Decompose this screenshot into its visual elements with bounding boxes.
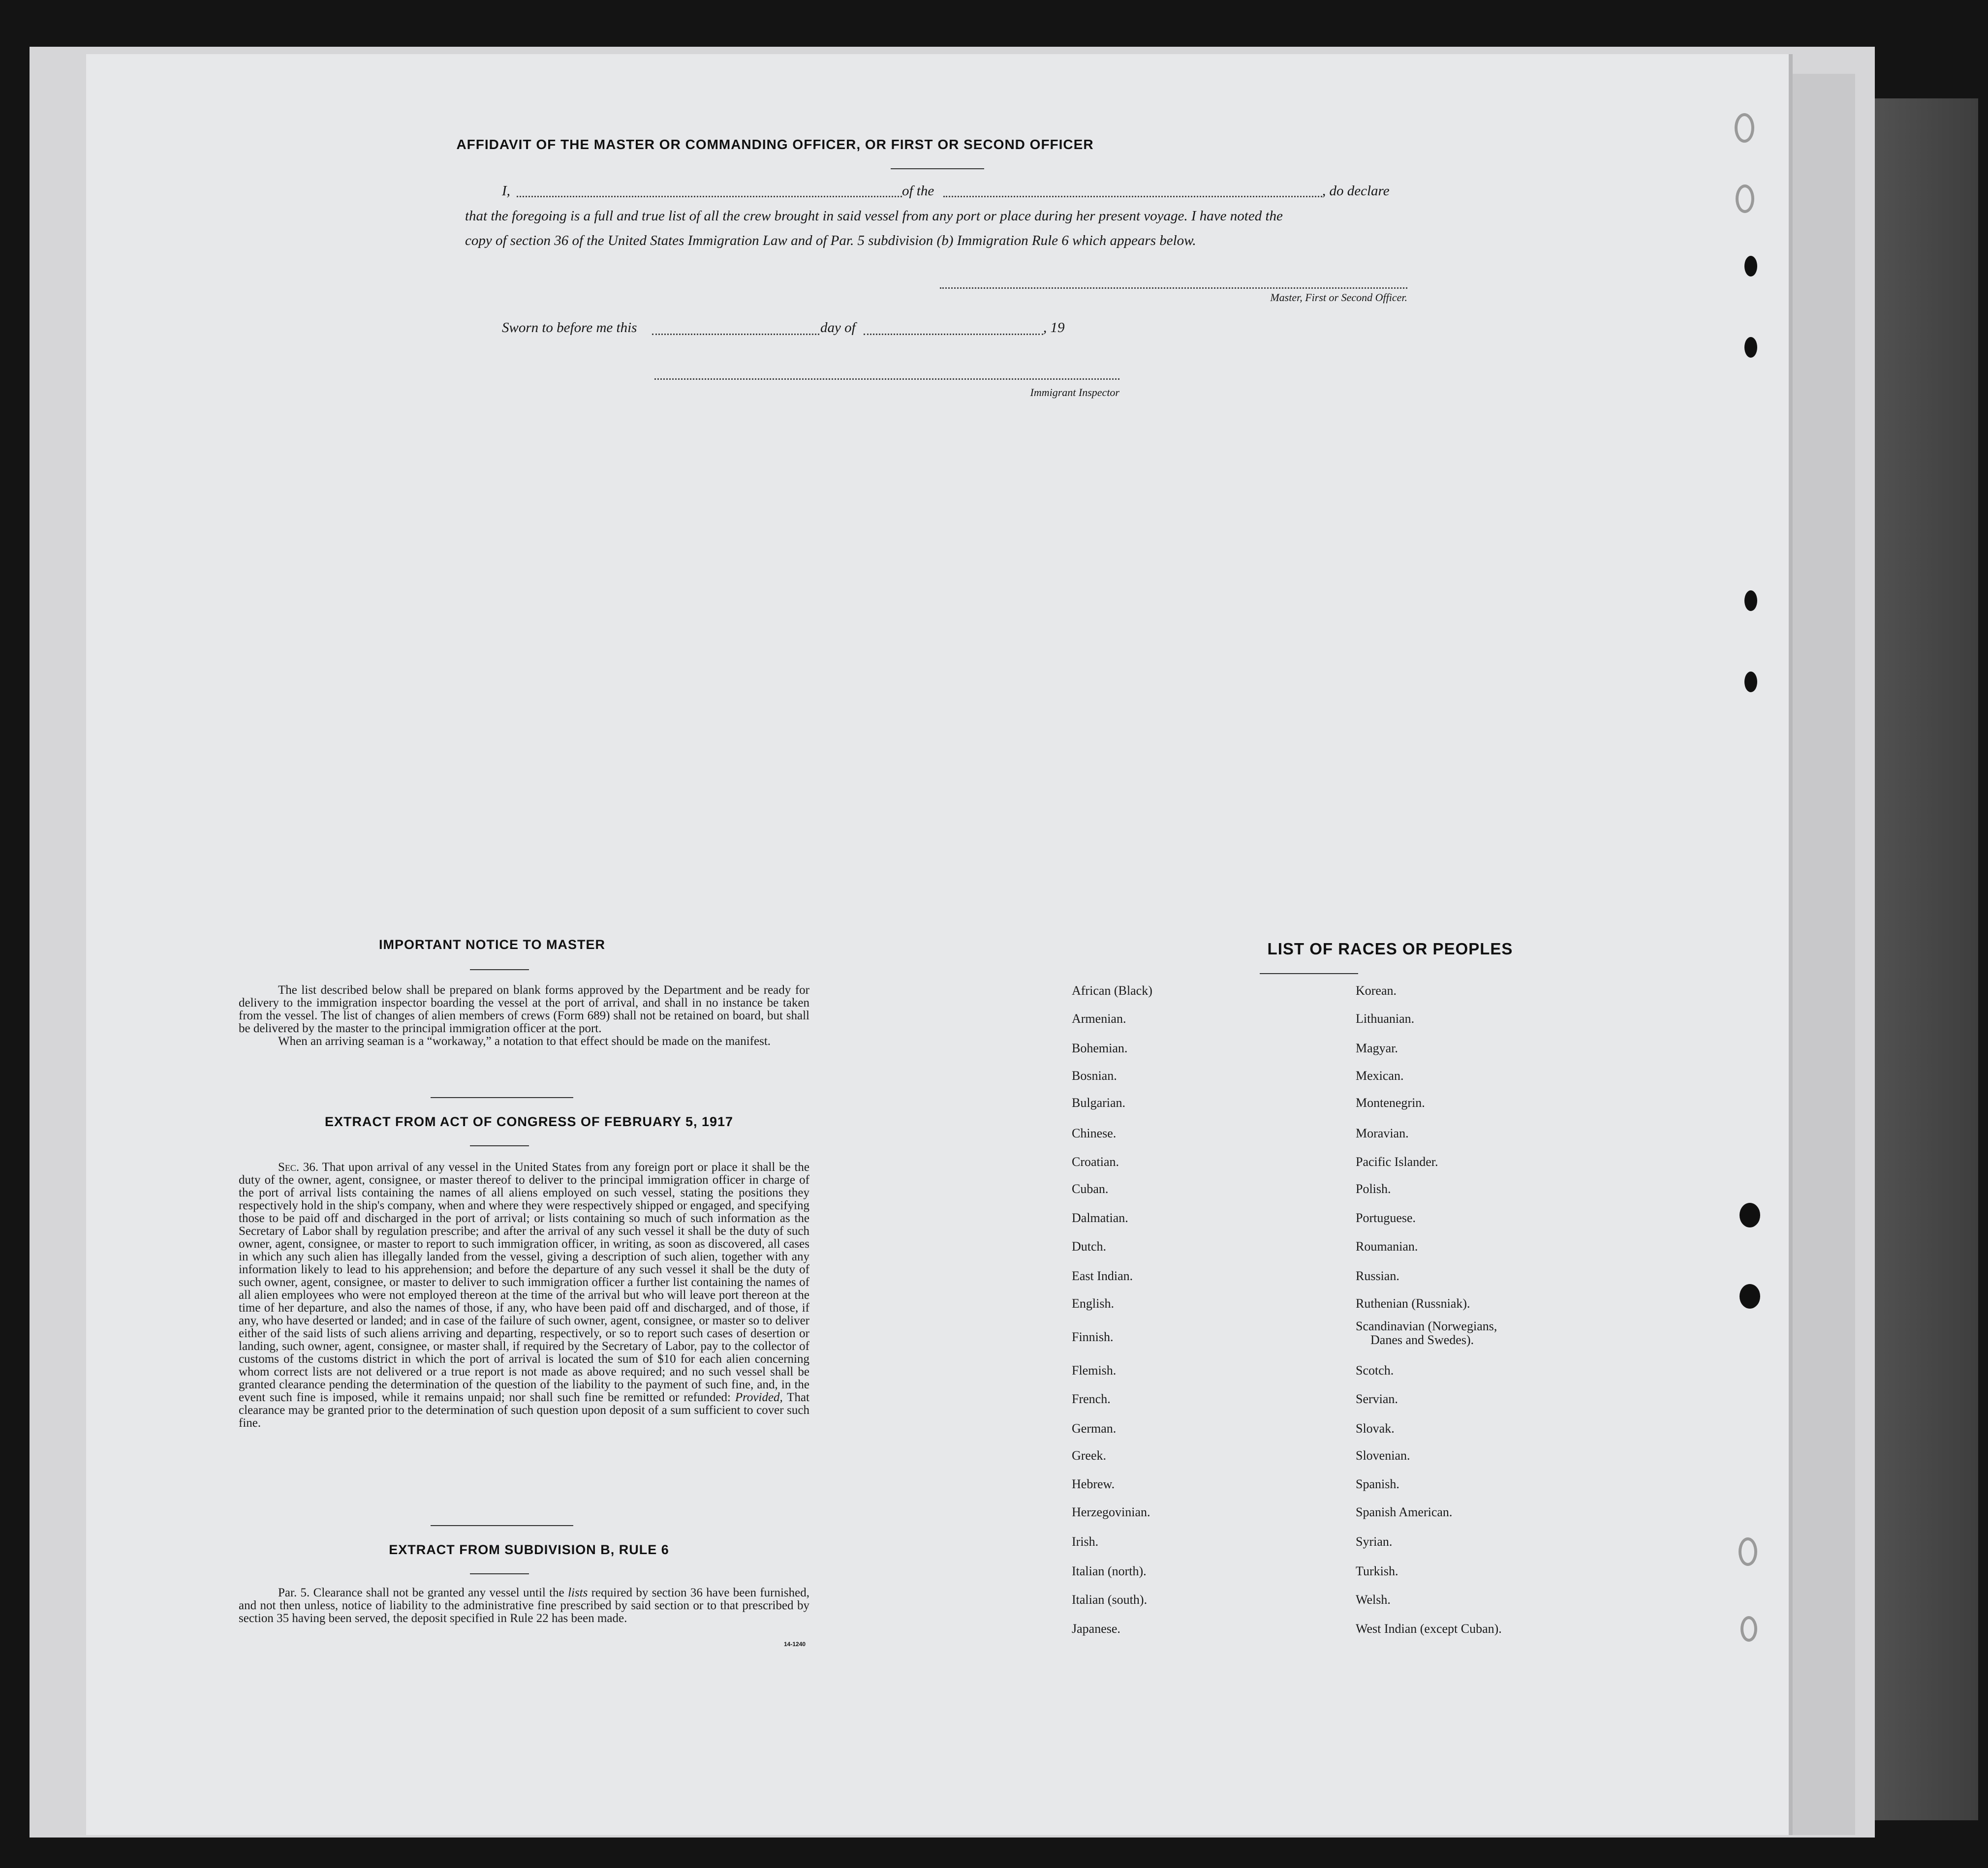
rule-extract-underline <box>470 1573 529 1574</box>
binder-hole <box>1744 672 1757 692</box>
act-extract-underline <box>470 1145 529 1146</box>
race-item: Roumanian. <box>1356 1239 1418 1254</box>
race-item: Dalmatian. <box>1072 1211 1128 1225</box>
notice-body <box>239 984 809 1048</box>
binder-hole-ring <box>1739 1537 1757 1566</box>
act-extract-body <box>239 1161 809 1430</box>
races-underline <box>1260 973 1358 974</box>
race-item: Scotch. <box>1356 1363 1394 1378</box>
race-item: Lithuanian. <box>1356 1011 1415 1026</box>
notice-paragraph-1: The list described below shall be prepared on blank forms approved by the Department and be ready for delivery to the immigration inspector boarding the vessel at the port of arrival, and shall in no instance be taken from the vessel. The list of changes of alien members of crews (Form 689) shall not be retained on board, but shall be delivered by the master to the principal immigration officer at the port. <box>239 983 809 1035</box>
race-item: Spanish American. <box>1356 1505 1453 1519</box>
inspector-signature-blank <box>654 376 1119 380</box>
sworn-day-blank <box>652 325 819 335</box>
binder-hole <box>1744 256 1757 276</box>
title-underline <box>891 168 984 169</box>
race-item: Slovenian. <box>1356 1448 1410 1463</box>
affidavit-declare-label: , do declare <box>1322 183 1390 199</box>
affidavit-line-2: that the foregoing is a full and true list of all the crew brought in said vessel from any port or place during her present voyage. I have noted the <box>465 208 1283 224</box>
race-item: Bohemian. <box>1072 1041 1128 1055</box>
race-item: Herzegovinian. <box>1072 1505 1150 1519</box>
notice-underline <box>470 969 529 970</box>
section-label: Sec. 36. <box>278 1161 319 1174</box>
affidavit-of-the-label: of the <box>902 183 934 199</box>
race-item: African (Black) <box>1072 983 1152 998</box>
race-item: Croatian. <box>1072 1155 1119 1169</box>
section-36-text: That upon arrival of any vessel in the United States from any foreign port or place it shall be the duty of the owner, agent, consignee, or master thereof to deliver to the principal immigration officer in charge of the port of arrival lists containing the names of all aliens employed on such vessel, stating the positions they respectively hold in the ship's company, when and where they were respectively shipped or engaged, and specifying those to be paid off and discharged in the port of arrival; or lists containing so much of such information as the Secretary of Labor shall by regulation prescribe; and after the arrival of any such vessel it shall be the duty of such owner, agent, consignee, or master to report to such immigration officer, in writing, as soon as discovered, all cases in which any such alien has illegally landed from the vessel, giving a description of such alien, together with any information likely to lead to his apprehension; and before the departure of any such vessel it shall be the duty of such owner, agent, consignee, or master to deliver to such immigration officer a further list containing the names of all alien employees who were not employed thereon at the time of the arrival but who will leave port thereon at the time of her departure, and also the names of those, if any, who have been paid off and discharged, and of those, if any, who have deserted or landed; and in case of the failure of such owner, agent, consignee, or master so to deliver either of the said lists of such aliens arriving and departing, respectively, or so to report such cases of desertion or landing, such owner, agent, consignee, or master shall, if required by the Secretary of Labor, pay to the collector of customs of the customs district in which the port of arrival is located the sum of $10 for each alien concerning whom correct lists are not delivered or a true report is not made as above required; and no such vessel shall be granted clearance pending the determination of the question of the liability to the payment of such fine, and, in the event such fine is imposed, while it remains unpaid; nor shall such fine be remitted or refunded: <box>239 1161 809 1404</box>
inspector-caption: Immigrant Inspector <box>1030 386 1119 398</box>
race-item: Korean. <box>1356 983 1397 998</box>
race-item: Turkish. <box>1356 1564 1398 1578</box>
notice-title: IMPORTANT NOTICE TO MASTER <box>379 937 605 952</box>
section-divider <box>431 1097 573 1098</box>
race-item: Moravian. <box>1356 1126 1409 1140</box>
race-item: German. <box>1072 1421 1117 1436</box>
binder-hole <box>1740 1284 1760 1309</box>
proviso-word: Provided, <box>735 1391 783 1404</box>
races-title: LIST OF RACES OR PEOPLES <box>1267 940 1513 958</box>
proviso-text: That clearance may be granted prior to the determination of such question upon deposit of a sum sufficient to cover such fine. <box>239 1391 809 1430</box>
rule-extract-title: EXTRACT FROM SUBDIVISION B, RULE 6 <box>389 1542 669 1557</box>
race-item: Pacific Islander. <box>1356 1155 1438 1169</box>
race-item: Dutch. <box>1072 1239 1107 1254</box>
race-item: Slovak. <box>1356 1421 1395 1436</box>
signature-blank <box>940 285 1407 289</box>
race-item: Welsh. <box>1356 1592 1391 1607</box>
binder-hole-ring <box>1740 1616 1757 1642</box>
race-item: Italian (north). <box>1072 1564 1147 1578</box>
race-item: Polish. <box>1356 1182 1391 1196</box>
section-divider <box>431 1525 573 1526</box>
form-page <box>86 54 1789 1835</box>
race-item: English. <box>1072 1296 1114 1311</box>
underlying-sheet-edge <box>1781 74 1855 1835</box>
binder-hole-ring <box>1735 113 1754 143</box>
notice-paragraph-2: When an arriving seaman is a “workaway,” a notation to that effect should be made on the manifest. <box>278 1035 771 1048</box>
race-item: Magyar. <box>1356 1041 1398 1055</box>
race-item: Bosnian. <box>1072 1069 1117 1083</box>
rule-text-after: required by section 36 have been furnished, and not then unless, notice of liability to the administrative fine prescribed by said section or to that prescribed by section 35 having been served, the deposit specified in Rule 22 has been made. <box>239 1586 809 1625</box>
sworn-year: , 19 <box>1043 320 1065 336</box>
affidavit-title: AFFIDAVIT OF THE MASTER OR COMMANDING OFFICER, OR FIRST OR SECOND OFFICER <box>456 137 1094 152</box>
sworn-prefix: Sworn to before me this <box>502 320 637 336</box>
binder-hole <box>1744 337 1757 358</box>
race-item: Japanese. <box>1072 1622 1120 1636</box>
race-item: Hebrew. <box>1072 1477 1115 1491</box>
binder-hole-ring <box>1736 184 1754 213</box>
race-item: Italian (south). <box>1072 1592 1148 1607</box>
race-item: Spanish. <box>1356 1477 1399 1491</box>
race-item: Finnish. <box>1072 1330 1114 1344</box>
race-item: Russian. <box>1356 1269 1399 1283</box>
race-item-continuation: Danes and Swedes). <box>1370 1333 1474 1347</box>
race-item: Servian. <box>1356 1392 1398 1406</box>
binder-hole <box>1744 590 1757 611</box>
race-item: Ruthenian (Russniak). <box>1356 1296 1470 1311</box>
affidavit-i-label: I, <box>502 183 510 199</box>
race-item: Chinese. <box>1072 1126 1117 1140</box>
race-item: Montenegrin. <box>1356 1096 1425 1110</box>
race-item: West Indian (except Cuban). <box>1356 1622 1502 1636</box>
race-item: Bulgarian. <box>1072 1096 1126 1110</box>
race-item: Mexican. <box>1356 1069 1404 1083</box>
signature-caption: Master, First or Second Officer. <box>1270 291 1407 304</box>
race-item: Armenian. <box>1072 1011 1126 1026</box>
form-number: 14-1240 <box>784 1641 806 1648</box>
race-item: Flemish. <box>1072 1363 1117 1378</box>
rule-extract-body <box>239 1587 809 1625</box>
name-blank <box>517 187 902 197</box>
race-item: Irish. <box>1072 1534 1099 1549</box>
lists-word: lists <box>568 1586 588 1599</box>
vessel-blank <box>943 187 1322 197</box>
rule-text-before: Par. 5. Clearance shall not be granted any vessel until the <box>278 1586 564 1599</box>
sworn-month-blank <box>864 325 1043 335</box>
race-item: Syrian. <box>1356 1534 1393 1549</box>
race-item: Cuban. <box>1072 1182 1109 1196</box>
race-item: East Indian. <box>1072 1269 1133 1283</box>
sworn-day-of: day of <box>820 320 856 336</box>
affidavit-line-3: copy of section 36 of the United States Immigration Law and of Par. 5 subdivision (b) Immigration Rule 6 which appears below. <box>465 233 1196 248</box>
binder-hole <box>1740 1203 1760 1227</box>
race-item: Portuguese. <box>1356 1211 1416 1225</box>
race-item: Scandinavian (Norwegians, <box>1356 1319 1497 1333</box>
race-item: Greek. <box>1072 1448 1107 1463</box>
act-extract-title: EXTRACT FROM ACT OF CONGRESS OF FEBRUARY 5, 1917 <box>324 1114 734 1129</box>
race-item: French. <box>1072 1392 1111 1406</box>
